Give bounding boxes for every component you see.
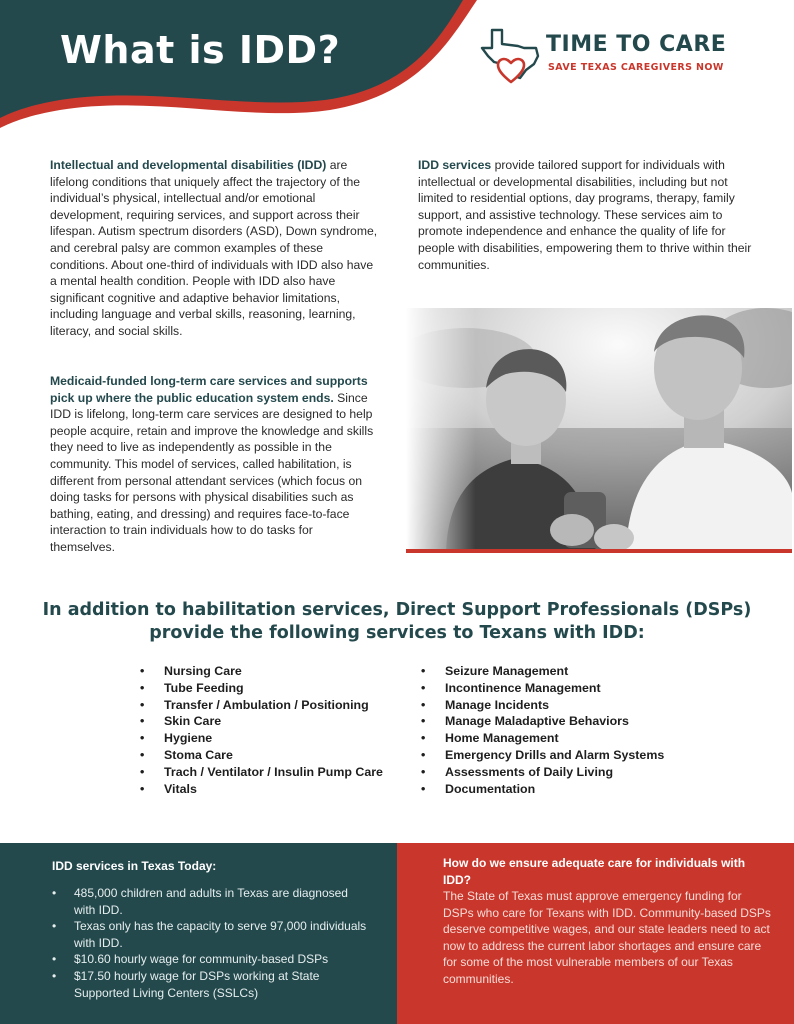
- ensure-care-title: How do we ensure adequate care for individuals with IDD?: [443, 856, 746, 887]
- list-item: • $10.60 hourly wage for community-based DSPs: [52, 951, 370, 968]
- services-heading: In addition to habilitation services, Direct Support Professionals (DSPs) provide the following services to Texans with IDD:: [42, 600, 752, 643]
- list-item: • Texas only has the capacity to serve 97,000 individuals with IDD.: [52, 918, 370, 951]
- photo-accent-bar: [406, 549, 792, 553]
- idd-services-text: provide tailored support for individuals with intellectual or developmental disabilities, including but not limited to residential options, day programs, therapy, family support, and assistive technology. These services aim to promote independence and enhance the quality of life for people with disabilities, empowering them to thrive within their communities.: [418, 158, 752, 272]
- caregiver-photo: [406, 308, 792, 552]
- texas-today-list: [52, 885, 370, 1001]
- list-item: • Seizure Management: [421, 663, 664, 680]
- list-item: • Trach / Ventilator / Insulin Pump Care: [140, 764, 383, 781]
- ensure-care-text: The State of Texas must approve emergency funding for DSPs who care for Texans with IDD. Community-based DSPs deserve competitive wages, and our state leaders need to act now to address the current labor shortages and ensure care for some of the most vulnerable members of our Texas communities.: [443, 889, 771, 986]
- idd-services-paragraph: [418, 157, 753, 273]
- list-item: • Vitals: [140, 781, 383, 798]
- page-title: What is IDD?: [60, 28, 341, 72]
- list-item: • Transfer / Ambulation / Positioning: [140, 697, 383, 714]
- list-item: • Nursing Care: [140, 663, 383, 680]
- logo-tagline: SAVE TEXAS CAREGIVERS NOW: [548, 62, 724, 73]
- medicaid-text: Since IDD is lifelong, long-term care services are designed to help people acquire, retain and improve the knowledge and skills they need to live as independently as possible in the community. This model of services, called habilitation, is different from personal attendant services (which focus on doing tasks for persons with physical disabilities such as bathing, eating, and dressing) and requires face-to-face interaction to train individuals how to do tasks for themselves.: [50, 390, 374, 554]
- services-list-right: [421, 663, 664, 797]
- texas-heart-icon: [478, 26, 544, 86]
- list-item: • Incontinence Management: [421, 680, 664, 697]
- logo-name: TIME TO CARE: [546, 32, 727, 57]
- texas-today-panel: [0, 843, 397, 1024]
- list-item: • 485,000 children and adults in Texas are diagnosed with IDD.: [52, 885, 370, 918]
- texas-today-title: IDD services in Texas Today:: [52, 859, 217, 873]
- medicaid-paragraph: [50, 373, 378, 556]
- list-item: • Skin Care: [140, 713, 383, 730]
- list-item: • Emergency Drills and Alarm Systems: [421, 747, 664, 764]
- list-item: • Assessments of Daily Living: [421, 764, 664, 781]
- intro-paragraph: [50, 157, 378, 340]
- ensure-care-panel: [397, 843, 794, 1024]
- medicaid-bold: Medicaid-funded long-term care services and supports pick up where the public education system ends.: [50, 374, 368, 405]
- list-item: • Hygiene: [140, 730, 383, 747]
- list-item: • $17.50 hourly wage for DSPs working at State Supported Living Centers (SSLCs): [52, 968, 370, 1001]
- list-item: • Manage Incidents: [421, 697, 664, 714]
- list-item: • Manage Maladaptive Behaviors: [421, 713, 664, 730]
- intro-bold: Intellectual and developmental disabilities (IDD): [50, 158, 327, 172]
- services-list-left: [140, 663, 383, 797]
- list-item: • Home Management: [421, 730, 664, 747]
- list-item: • Stoma Care: [140, 747, 383, 764]
- intro-text: are lifelong conditions that uniquely affect the trajectory of the individual’s physical, intellectual and/or emotional development, requiring services, and support across their lifespan. Autism spectrum disorders (ASD), Down syndrome, and cerebral palsy are common examples of these conditions. About one-third of individuals with IDD also have a mental health condition. People with IDD also have significant cognitive and adaptive behavior limitations, including language and verbal skills, reasoning, learning, literacy, and social skills.: [50, 158, 378, 338]
- list-item: • Tube Feeding: [140, 680, 383, 697]
- time-to-care-logo: [478, 26, 748, 86]
- list-item: • Documentation: [421, 781, 664, 798]
- idd-services-bold: IDD services: [418, 158, 492, 172]
